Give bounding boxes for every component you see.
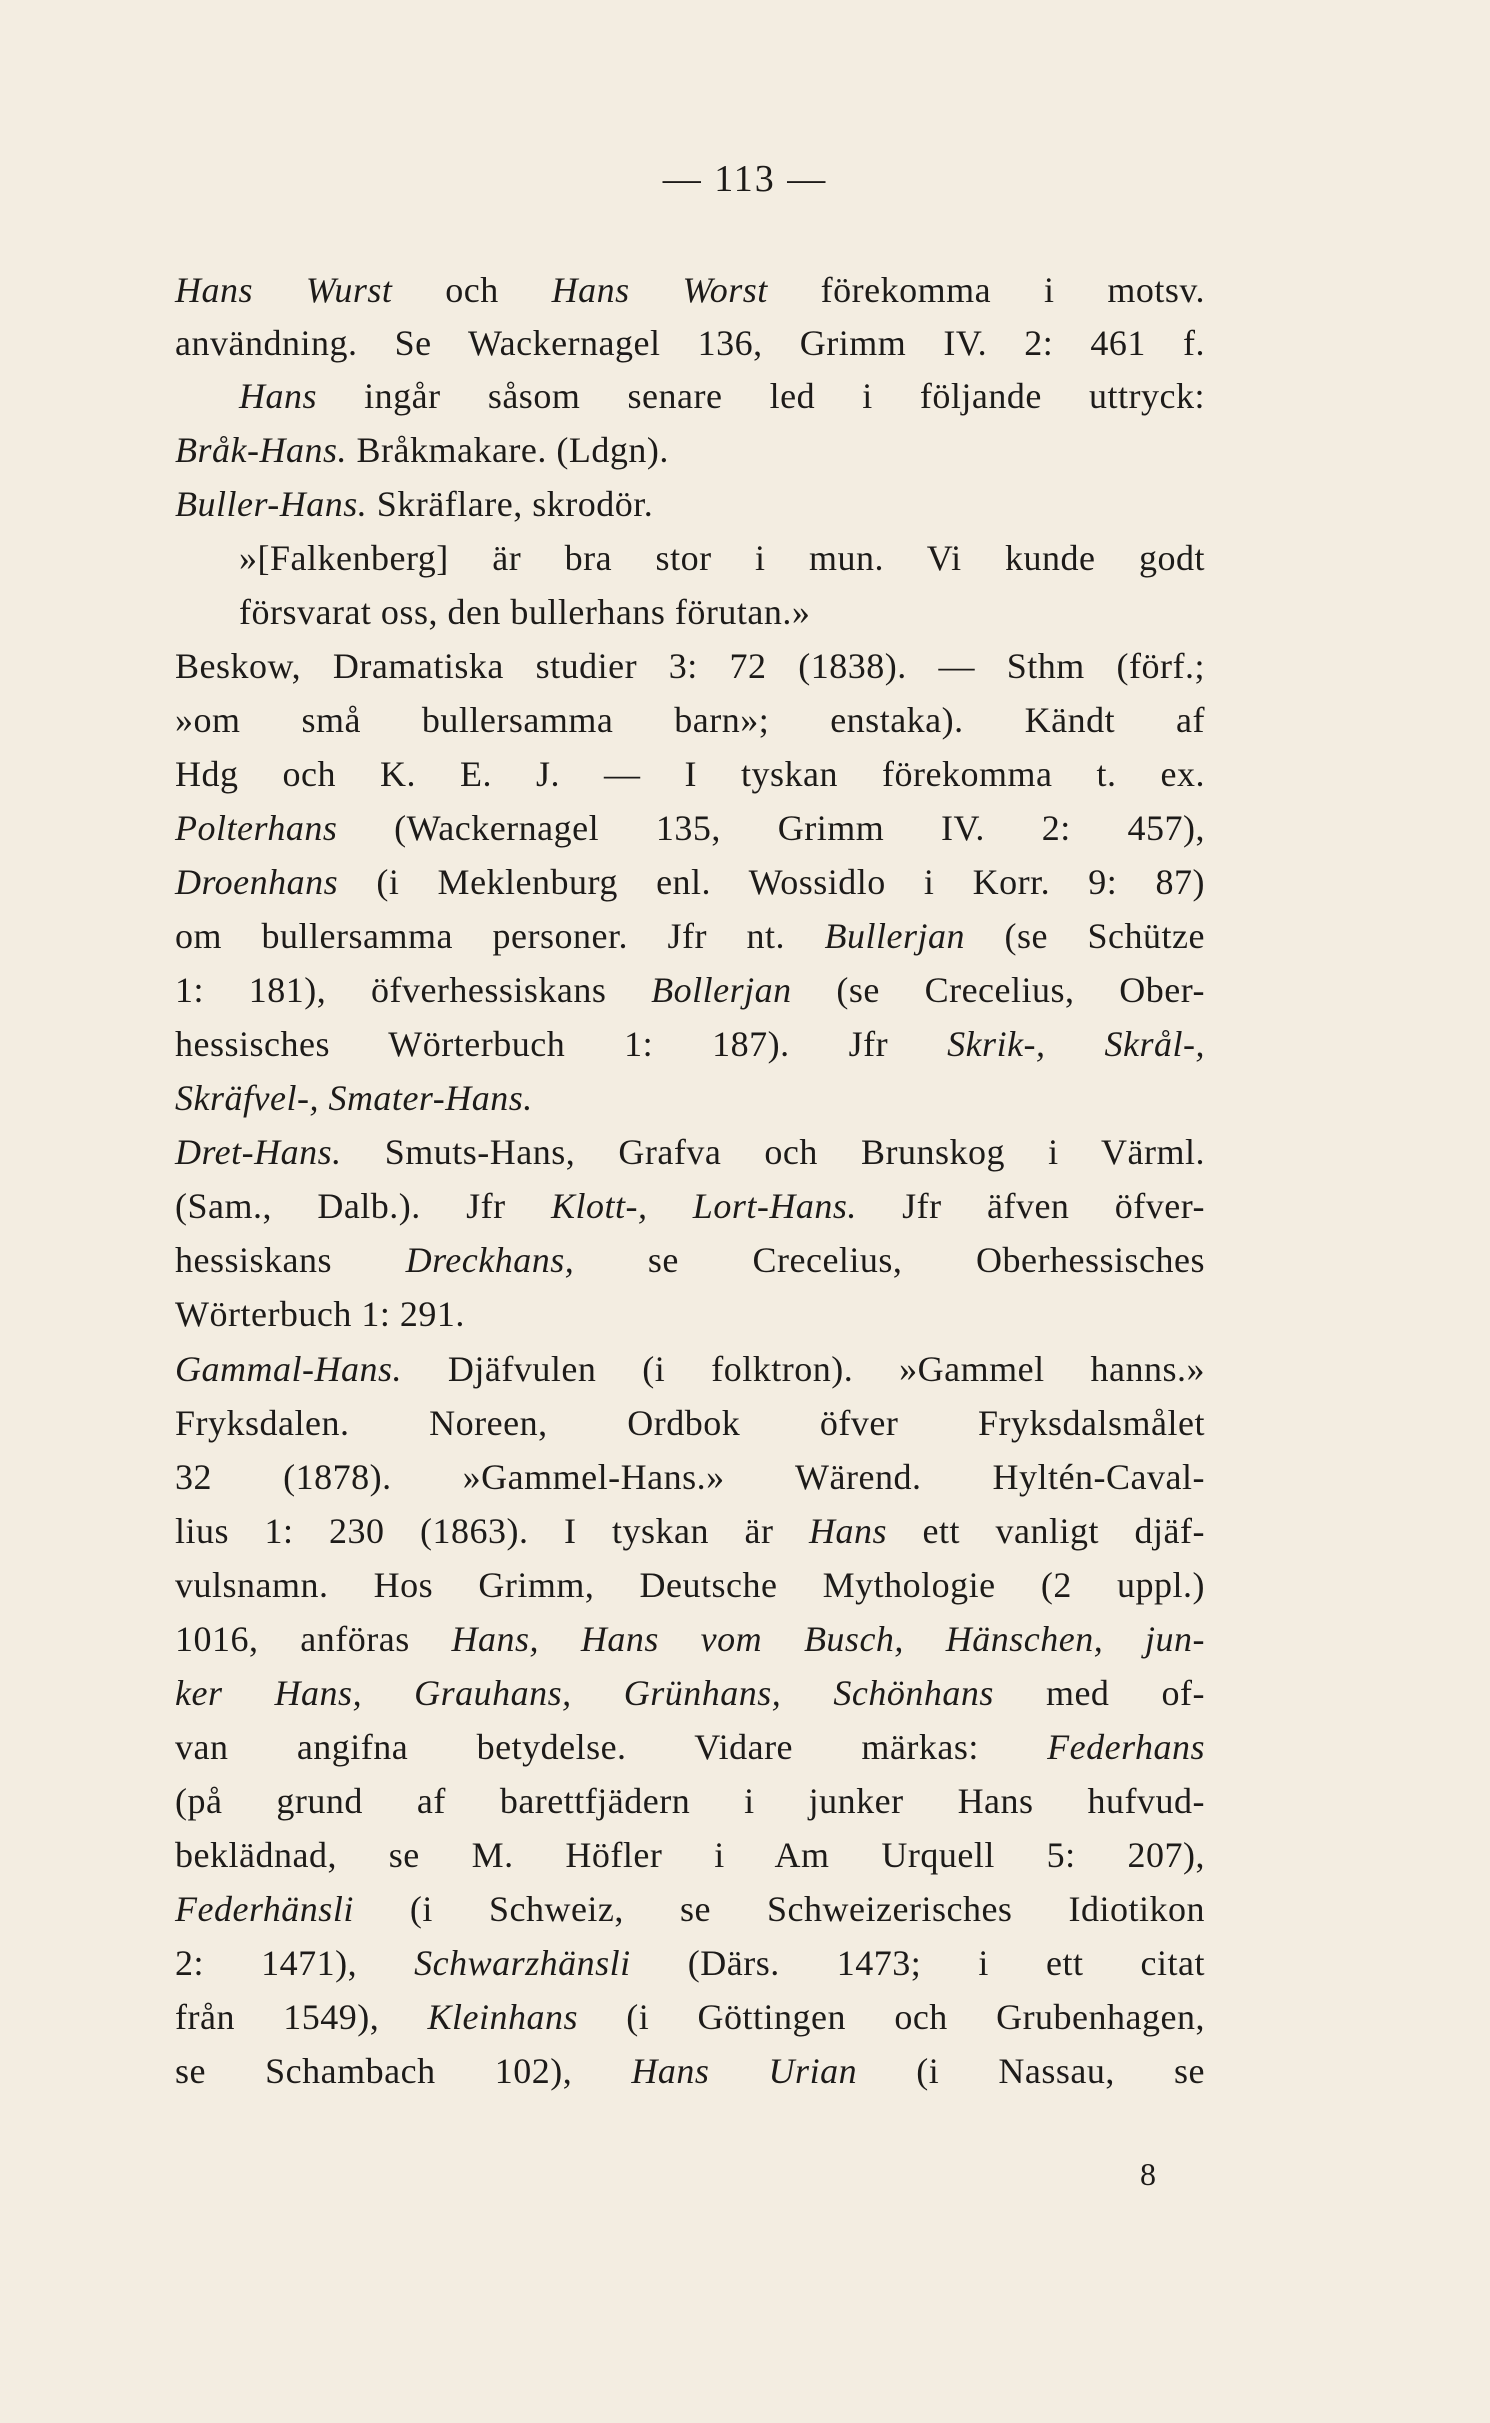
text-line	[175, 1405, 1205, 1441]
text-line	[175, 1459, 1205, 1495]
text-run: beklädnad, se M. Höfler i Am Urquell 5: 207),	[175, 1835, 1205, 1875]
text-run: med of-	[993, 1673, 1205, 1713]
text-line	[175, 648, 1205, 684]
text-run: Smuts-Hans, Grafva och Brunskog i Värml.	[341, 1132, 1205, 1172]
italic-term: Buller-Hans.	[175, 484, 368, 524]
text-run: lius 1: 230 (1863). I tyskan är	[175, 1511, 810, 1551]
text-run: (Sam., Dalb.). Jfr	[175, 1186, 551, 1226]
signature-mark: 8	[1140, 2156, 1157, 2192]
text-run: hessisches Wörterbuch 1: 187). Jfr	[175, 1024, 948, 1064]
text-line	[175, 325, 1205, 361]
text-line	[175, 1675, 1205, 1711]
text-run: Beskow, Dramatiska studier 3: 72 (1838). — Sthm (förf.;	[175, 646, 1205, 686]
text-run: Hdg och K. E. J. — I tyskan förekomma t. ex.	[175, 754, 1205, 794]
text-run: användning. Se Wackernagel 136, Grimm IV. 2: 461 f.	[175, 323, 1205, 363]
text-line	[175, 1729, 1205, 1765]
text-run: vulsnamn. Hos Grimm, Deutsche Mythologie (2 uppl.)	[175, 1565, 1205, 1605]
italic-term: Federhans	[1047, 1727, 1205, 1767]
italic-term: Droenhans	[175, 862, 339, 902]
text-run: 2: 1471),	[175, 1943, 415, 1983]
italic-term: Bollerjan	[651, 970, 792, 1010]
italic-term: Bråk-Hans.	[175, 430, 347, 470]
text-run: (i Meklenburg enl. Wossidlo i Korr. 9: 87)	[338, 862, 1205, 902]
text-run: 32 (1878). »Gammel-Hans.» Wärend. Hyltén-Caval-	[175, 1457, 1205, 1497]
text-run: Djäfvulen (i folktron). »Gammel hanns.»	[402, 1349, 1205, 1389]
text-line	[175, 1296, 465, 1332]
text-run: (Wackernagel 135, Grimm IV. 2: 457),	[337, 808, 1205, 848]
text-line	[175, 1134, 1205, 1170]
text-line	[175, 1026, 1205, 1062]
italic-term: Schwarzhänsli	[414, 1943, 631, 1983]
italic-term: Dret-Hans.	[175, 1132, 342, 1172]
text-run: Jfr äfven öfver-	[856, 1186, 1205, 1226]
text-line	[175, 756, 1205, 792]
italic-term: Klott-, Lort-Hans.	[550, 1186, 857, 1226]
text-line	[175, 972, 1205, 1008]
italic-term: Hans Wurst	[175, 270, 393, 310]
italic-term: Dreckhans,	[405, 1240, 575, 1280]
text-line	[175, 1188, 1205, 1224]
text-run: 1: 181), öfverhessiskans	[175, 970, 652, 1010]
text-line	[175, 1837, 1205, 1873]
text-run: se Crecelius, Oberhessisches	[574, 1240, 1205, 1280]
italic-term: Skrik-, Skrål-,	[947, 1024, 1205, 1064]
text-line	[175, 1242, 1205, 1278]
italic-term: Hans	[239, 376, 318, 416]
italic-term: Skräfvel-, Smater-Hans.	[175, 1078, 533, 1118]
text-line	[239, 540, 1205, 576]
italic-term: ker Hans, Grauhans, Grünhans, Schönhans	[175, 1673, 994, 1713]
italic-term: Hans Urian	[631, 2051, 858, 2091]
text-run: om bullersamma personer. Jfr nt.	[175, 916, 825, 956]
text-line	[175, 1783, 1205, 1819]
text-run: Skräflare, skrodör.	[367, 484, 654, 524]
text-run: från 1549),	[175, 1997, 428, 2037]
text-run: se Schambach 102),	[175, 2051, 632, 2091]
text-line	[175, 272, 1205, 308]
text-run: Bråkmakare. (Ldgn).	[346, 430, 669, 470]
text-line	[175, 486, 653, 522]
text-run: van angifna betydelse. Vidare märkas:	[175, 1727, 1048, 1767]
text-run: hessiskans	[175, 1240, 406, 1280]
text-run: (i Göttingen och Grubenhagen,	[578, 1997, 1205, 2037]
italic-term: Hans Worst	[551, 270, 768, 310]
italic-term: Bullerjan	[824, 916, 966, 956]
text-line	[239, 378, 1205, 414]
text-run: Wörterbuch 1: 291.	[175, 1294, 465, 1334]
text-run: (i Nassau, se	[857, 2051, 1205, 2091]
italic-term: Federhänsli	[175, 1889, 354, 1929]
text-line	[239, 594, 810, 630]
text-line	[175, 1945, 1205, 1981]
text-run: försvarat oss, den bullerhans förutan.»	[239, 592, 811, 632]
text-run: »om små bullersamma barn»; enstaka). Kändt af	[175, 700, 1205, 740]
italic-term: Hans	[809, 1511, 888, 1551]
text-line	[175, 864, 1205, 900]
italic-term: Kleinhans	[427, 1997, 579, 2037]
text-line	[175, 432, 669, 468]
text-line	[175, 918, 1205, 954]
text-run: »[Falkenberg] är bra stor i mun. Vi kunde godt	[239, 538, 1205, 578]
text-line	[175, 810, 1205, 846]
text-line	[175, 2053, 1205, 2089]
text-run: ingår såsom senare led i följande uttryck:	[317, 376, 1205, 416]
text-run: Fryksdalen. Noreen, Ordbok öfver Fryksdalsmålet	[175, 1403, 1205, 1443]
text-line	[175, 1351, 1205, 1387]
text-run: ett vanligt djäf-	[887, 1511, 1205, 1551]
text-line	[175, 702, 1205, 738]
page-number: — 113 —	[662, 158, 828, 200]
italic-term: Gammal-Hans.	[175, 1349, 402, 1389]
text-run: (se Crecelius, Ober-	[791, 970, 1205, 1010]
text-run: förekomma i motsv.	[767, 270, 1205, 310]
text-line	[175, 1621, 1205, 1657]
text-run: (Därs. 1473; i ett citat	[630, 1943, 1205, 1983]
text-run: (i Schweiz, se Schweizerisches Idiotikon	[353, 1889, 1205, 1929]
text-line	[175, 1080, 533, 1116]
text-line	[175, 1513, 1205, 1549]
text-line	[175, 1567, 1205, 1603]
italic-term: Hans, Hans vom Busch, Hänschen, jun-	[451, 1619, 1205, 1659]
text-run: och	[392, 270, 552, 310]
italic-term: Polterhans	[175, 808, 338, 848]
text-run: (på grund af barettfjädern i junker Hans hufvud-	[175, 1781, 1205, 1821]
text-line	[175, 1999, 1205, 2035]
text-line	[175, 1891, 1205, 1927]
text-run: (se Schütze	[965, 916, 1205, 956]
text-run: 1016, anföras	[175, 1619, 452, 1659]
